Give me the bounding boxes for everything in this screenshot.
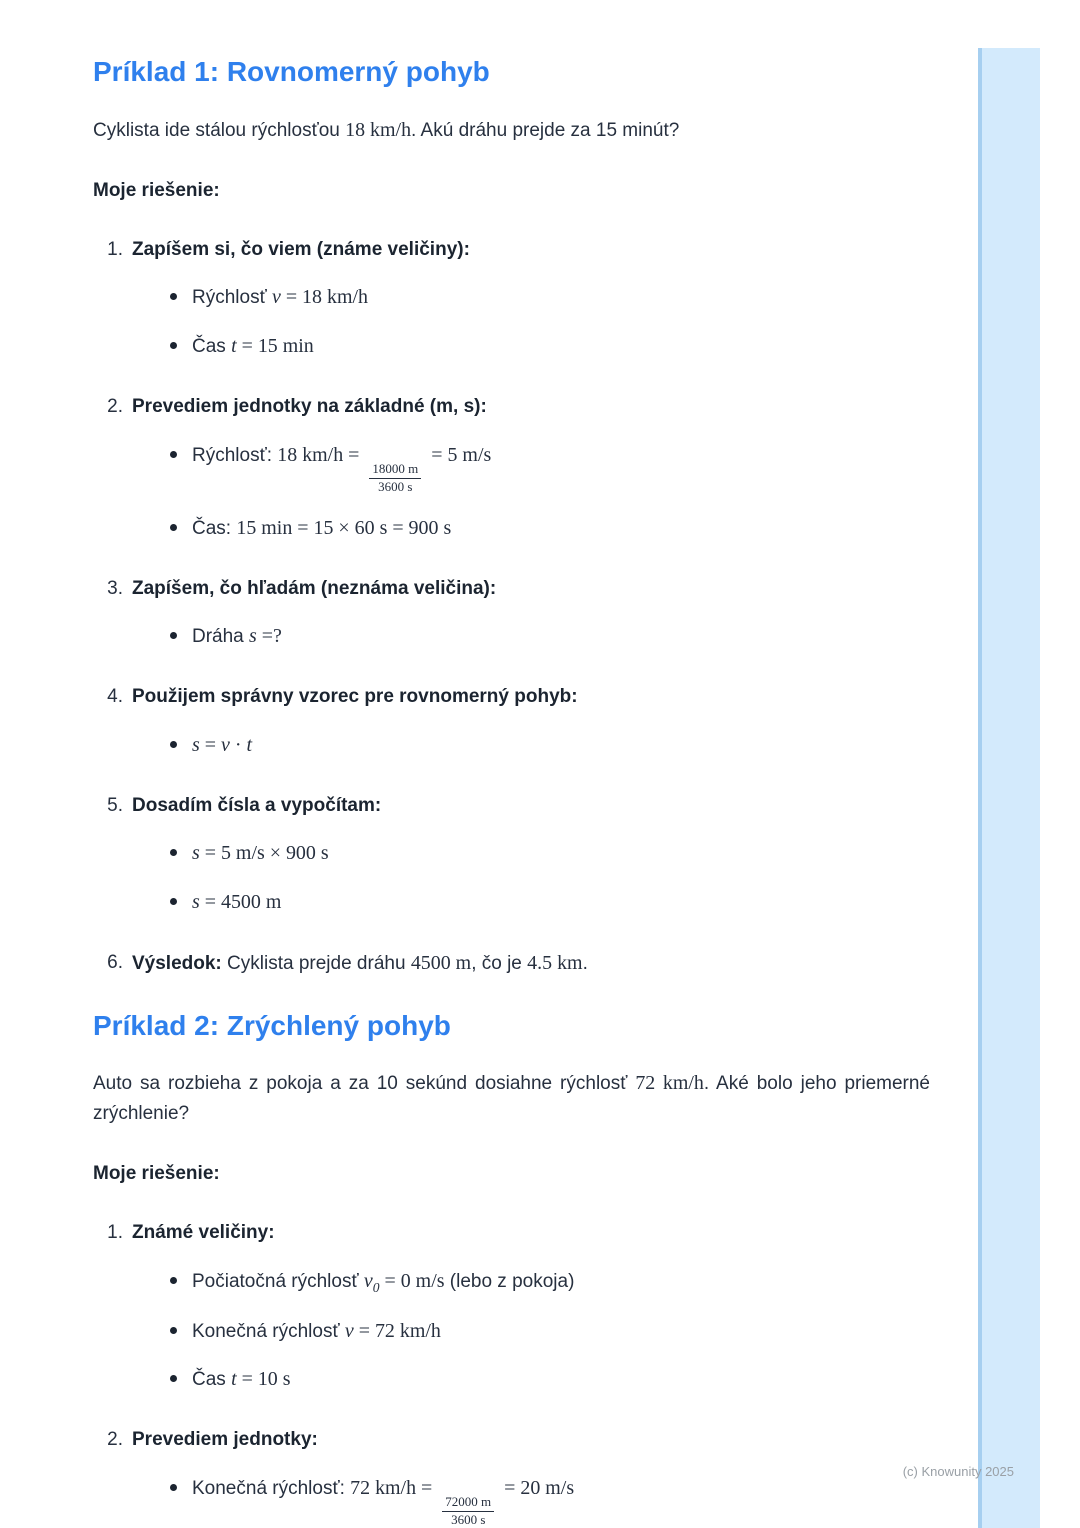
bullet-text: [192, 1266, 574, 1298]
bullet-text: [192, 730, 252, 761]
bullet-item: [132, 282, 930, 313]
bullet-item: [132, 887, 930, 918]
section: [93, 55, 930, 979]
text-run: Auto sa rozbieha z pokoja a za 10 sekúnd dosiahne rýchlosť: [93, 1073, 636, 1095]
bold-text-run: Prevediem jednotky:: [132, 1429, 318, 1451]
solution-label: Moje riešenie:: [93, 1162, 220, 1184]
step-body: [132, 791, 930, 918]
step-title: [132, 791, 930, 820]
solution-step: [93, 791, 930, 918]
solution-step: [93, 235, 930, 362]
text-run: , čo je: [471, 952, 528, 974]
bullet-dot: [170, 1375, 177, 1382]
bold-text-run: Známé veličiny:: [132, 1222, 275, 1244]
step-number: 2.: [107, 396, 123, 418]
bullet-item: [132, 1316, 930, 1347]
bold-text-run: Dosadím čísla a vypočítam:: [132, 794, 382, 816]
math-run: 4.5 km: [527, 951, 583, 974]
bullet-text: [192, 1364, 291, 1395]
step-title: [132, 574, 930, 603]
math-variable: s: [192, 841, 200, 864]
text-run: . Akú dráhu prejde za 15 minút?: [411, 119, 680, 141]
step-body: [132, 235, 930, 362]
text-run: Počiatočná rýchlosť: [192, 1270, 364, 1292]
math-run: 18 km/h: [345, 118, 412, 141]
solution-step: [93, 392, 930, 544]
fraction-numerator: 72000 m: [442, 1495, 494, 1512]
bullet-text: [192, 621, 282, 652]
bullet-dot: [170, 741, 177, 748]
math-run: 15 min = 15 × 60 s = 900 s: [236, 516, 452, 539]
fraction: [442, 1495, 494, 1528]
section-heading: Príklad 1: Rovnomerný pohyb: [93, 56, 490, 87]
text-run: Čas:: [192, 517, 237, 539]
math-run: = 0 m/s: [379, 1269, 445, 1292]
bold-text-run: Zapíšem si, čo viem (známe veličiny):: [132, 238, 470, 260]
solution-step: [93, 574, 930, 652]
step-number: 1.: [107, 238, 123, 260]
bullet-item: [132, 513, 930, 544]
solution-step: [93, 1425, 930, 1528]
text-run: Konečná rýchlosť:: [192, 1477, 351, 1499]
math-run: = 20 m/s: [499, 1476, 575, 1499]
step-number: 1.: [107, 1222, 123, 1244]
bullet-text: [192, 1473, 574, 1528]
bullet-item: [132, 838, 930, 869]
fraction: [369, 462, 421, 495]
bullet-item: [132, 331, 930, 362]
section-heading: Príklad 2: Zrýchlený pohyb: [93, 1009, 451, 1041]
bullet-dot: [170, 451, 177, 458]
math-variable: v: [344, 1319, 354, 1342]
step-title: [132, 948, 930, 979]
bullet-item: [132, 1364, 930, 1395]
bullet-dot: [170, 632, 177, 639]
bullet-dot: [170, 849, 177, 856]
step-number: 4.: [107, 686, 123, 708]
step-body: [132, 392, 930, 544]
math-run: =?: [256, 625, 282, 648]
bold-text-run: Zapíšem, čo hľadám (neznáma veličina):: [132, 577, 497, 599]
step-number: 3.: [107, 577, 123, 599]
intro-paragraph: [93, 115, 930, 146]
step-body: [132, 574, 930, 652]
math-run: 72 km/h =: [350, 1476, 438, 1499]
solution-step: [93, 682, 930, 760]
text-run: (lebo z pokoja): [444, 1270, 575, 1292]
bold-text-run: Použijem správny vzorec pre rovnomerný pohyb:: [132, 686, 578, 708]
section: [93, 1009, 930, 1528]
bold-text-run: Výsledok:: [132, 952, 222, 974]
math-variable: t: [246, 733, 252, 756]
step-title: [132, 1218, 930, 1247]
math-variable: s: [192, 733, 200, 756]
solution-label: Moje riešenie:: [93, 179, 220, 201]
bullet-text: [192, 887, 281, 918]
math-run: = 72 km/h: [353, 1319, 441, 1342]
solution-step: [93, 948, 930, 979]
math-run: = 5 m/s: [426, 443, 492, 466]
step-number: 5.: [107, 794, 123, 816]
text-run: Rýchlosť: [192, 287, 272, 309]
fraction-denominator: 3600 s: [378, 478, 413, 494]
intro-paragraph: [93, 1068, 930, 1128]
math-variable: s: [249, 625, 257, 648]
step-number: 2.: [107, 1429, 123, 1451]
bold-text-run: Prevediem jednotky na základné (m, s):: [132, 396, 487, 418]
math-run: = 10 s: [236, 1368, 291, 1391]
step-title: [132, 392, 930, 421]
bullet-text: [192, 1316, 441, 1347]
math-run: = 5 m/s × 900 s: [199, 841, 329, 864]
math-run: 72 km/h: [635, 1072, 704, 1095]
math-variable: v: [220, 733, 230, 756]
math-subscript: 0: [372, 1279, 380, 1295]
bullet-dot: [170, 1327, 177, 1334]
bullet-text: [192, 513, 451, 544]
bullet-dot: [170, 1277, 177, 1284]
math-variable: s: [192, 890, 200, 913]
math-variable: $v_0$: [363, 1269, 380, 1295]
fraction-numerator: 18000 m: [369, 462, 421, 479]
bullet-dot: [170, 293, 177, 300]
math-variable: t: [231, 1368, 237, 1391]
bullet-text: [192, 282, 368, 313]
math-run: = 15 min: [236, 335, 314, 358]
text-run: .: [582, 952, 588, 974]
step-body: [132, 948, 930, 979]
step-title: [132, 235, 930, 264]
bullet-item: [132, 730, 930, 761]
bullet-text: [192, 440, 491, 495]
bullet-item: [132, 621, 930, 652]
step-title: [132, 1425, 930, 1454]
bullet-item: [132, 1266, 930, 1298]
text-run: . Aké bolo jeho priemerné zrýchlenie?: [93, 1073, 930, 1125]
bullet-text: [192, 331, 314, 362]
bullet-dot: [170, 898, 177, 905]
bullet-item: [132, 440, 930, 495]
step-number: 6.: [107, 951, 123, 973]
solution-step: [93, 1218, 930, 1395]
watermark: (c) Knowunity 2025: [902, 1464, 1014, 1479]
bullet-item: [132, 1473, 930, 1528]
text-run: Čas: [192, 1369, 232, 1391]
text-run: Konečná rýchlosť: [192, 1320, 345, 1342]
math-run: = 4500 m: [199, 890, 282, 913]
fraction-denominator: 3600 s: [451, 1512, 486, 1528]
math-run: 18 km/h =: [277, 443, 365, 466]
math-run: =: [199, 733, 221, 756]
math-variable: t: [231, 335, 237, 358]
bullet-dot: [170, 342, 177, 349]
text-run: Cyklista ide stálou rýchlosťou: [93, 119, 346, 141]
math-variable: v: [271, 286, 281, 309]
step-title: [132, 682, 930, 711]
text-run: Rýchlosť:: [192, 444, 278, 466]
math-run: ·: [229, 733, 247, 756]
step-body: [132, 1425, 930, 1528]
bullet-text: [192, 838, 329, 869]
bullet-dot: [170, 524, 177, 531]
math-run: 4500 m: [410, 951, 472, 974]
text-run: Dráha: [192, 626, 250, 648]
bullet-dot: [170, 1484, 177, 1491]
math-run: = 18 km/h: [280, 286, 368, 309]
text-run: Čas: [192, 336, 232, 358]
step-body: [132, 682, 930, 760]
step-body: [132, 1218, 930, 1395]
text-run: Cyklista prejde dráhu: [221, 952, 411, 974]
